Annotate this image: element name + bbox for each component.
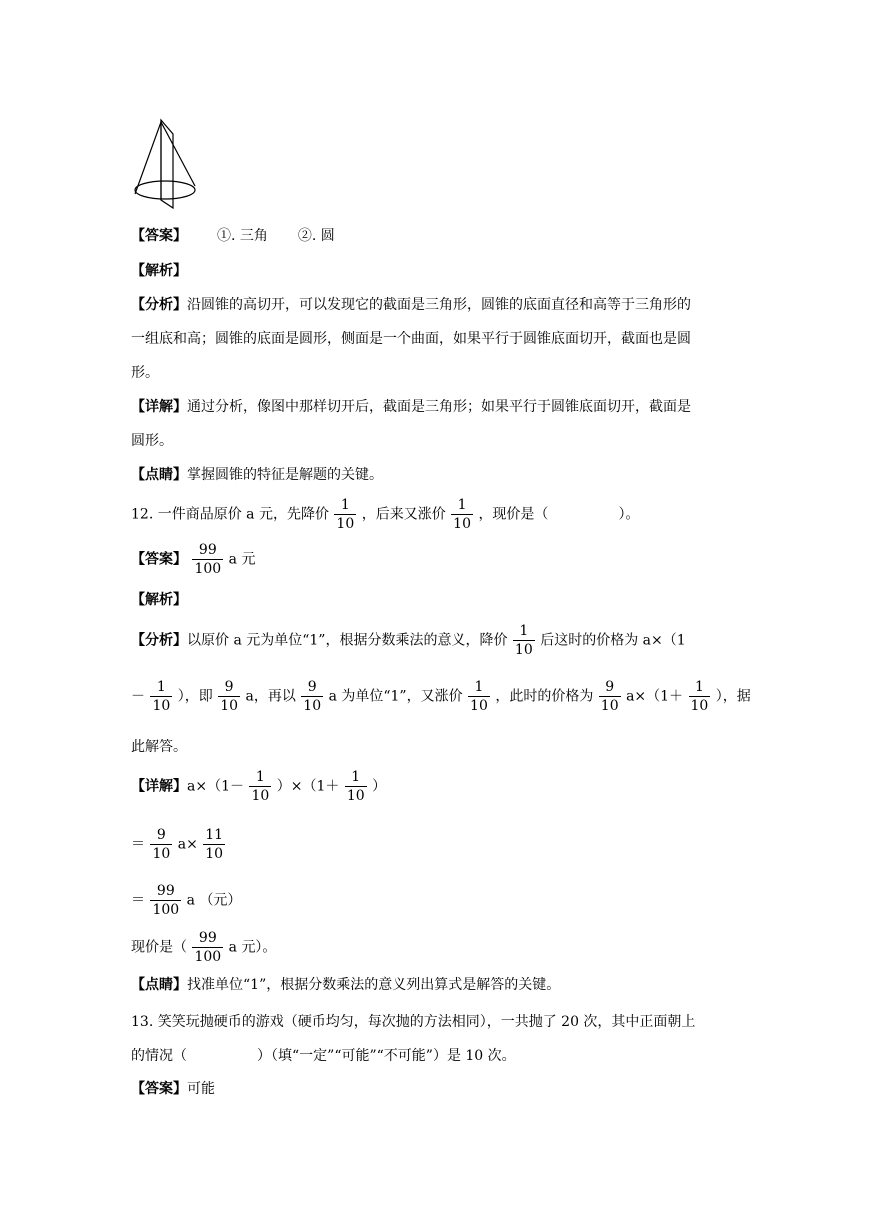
q11-dianjing: 【点睛】掌握圆锥的特征是解题的关键。 xyxy=(131,467,383,483)
q12-final: 现价是（ $\frac{99}{100}$ a 元）。 xyxy=(131,930,277,965)
answer-1: ①. 三角 xyxy=(217,228,268,244)
fraction: $\frac{1}{10}$ xyxy=(470,679,488,714)
xiangjie-tag: 【详解】 xyxy=(131,399,187,415)
fraction: $\frac{9}{10}$ xyxy=(303,679,322,714)
fraction: $\frac{1}{10}$ xyxy=(346,769,365,804)
fenxi-tag: 【分析】 xyxy=(131,632,187,649)
q11-fenxi-line3: 形。 xyxy=(131,365,159,381)
q12-answer: 【答案】 $\frac{99}{100}$ a 元 xyxy=(131,542,256,577)
q12-dianjing: 【点睛】找准单位“1”，根据分数乘法的意义列出算式是解答的关键。 xyxy=(131,977,561,993)
fraction: $\frac{99}{100}$ xyxy=(194,930,222,965)
fraction: $\frac{9}{10}$ xyxy=(600,679,619,714)
fraction: $\frac{99}{100}$ xyxy=(152,883,180,918)
dianjing-tag: 【点睛】 xyxy=(131,467,187,483)
fraction: $\frac{1}{10}$ xyxy=(251,769,270,804)
fraction: $\frac{11}{10}$ xyxy=(205,827,224,862)
fraction: $\frac{1}{10}$ xyxy=(514,623,533,658)
q11-answer-line xyxy=(131,226,335,246)
fraction: $\frac{1}{10}$ xyxy=(690,679,709,714)
answer-tag: 【答案】 xyxy=(131,1081,187,1097)
q12-xiangjie-line1: 【详解】a×（1－ $\frac{1}{10}$ ）×（1＋ $\frac{1}{10}$ ） xyxy=(131,769,387,804)
fraction: $\frac{1}{10}$ xyxy=(453,497,471,532)
dianjing-tag: 【点睛】 xyxy=(131,977,187,993)
q13-question-line2: 的情况（ ）（填“一定”“可能”“不可能”）是 10 次。 xyxy=(131,1048,516,1064)
q13-question-line1: 13. 笑笑玩抛硬币的游戏（硬币均匀，每次抛的方法相同），一共抛了 20 次，其中正面朝上 xyxy=(131,1014,696,1030)
q12-xiangjie-line2: ＝ $\frac{9}{10}$ a× $\frac{11}{10}$ xyxy=(131,827,224,862)
answer-tag: 【答案】 xyxy=(131,228,187,244)
fraction: $\frac{1}{10}$ xyxy=(152,679,171,714)
answer-2: ②. 圆 xyxy=(297,228,335,244)
q12-fenxi-line3: 此解答。 xyxy=(131,739,187,755)
q12-jiexi-tag: 【解析】 xyxy=(131,592,187,608)
q11-fenxi-line1: 【分析】沿圆锥的高切开，可以发现它的截面是三角形，圆锥的底面直径和高等于三角形的 xyxy=(131,297,691,313)
q12-fenxi-line1: 【分析】以原价 a 元为单位“1”，根据分数乘法的意义，降价 $\frac{1}{10}$ 后这时的价格为 a×（1 xyxy=(131,623,686,658)
cone-base xyxy=(135,181,195,199)
q11-xiangjie-line1: 【详解】通过分析，像图中那样切开后，截面是三角形；如果平行于圆锥底面切开，截面是 xyxy=(131,399,691,415)
q12-xiangjie-line3: ＝ $\frac{99}{100}$ a （元） xyxy=(131,883,242,918)
fenxi-tag: 【分析】 xyxy=(131,297,187,313)
q13-answer: 【答案】可能 xyxy=(131,1081,215,1097)
q12-question: 12. 一件商品原价 a 元，先降价 $\frac{1}{10}$ ，后来又涨价 $\frac{1}{10}$ ，现价是（ ）。 xyxy=(131,497,640,532)
answer-tag: 【答案】 xyxy=(131,551,187,568)
q11-fenxi-line2: 一组底和高；圆锥的底面是圆形，侧面是一个曲面，如果平行于圆锥底面切开，截面也是圆 xyxy=(131,331,691,347)
fraction: $\frac{9}{10}$ xyxy=(152,827,171,862)
q11-xiangjie-line2: 圆形。 xyxy=(131,433,173,449)
fraction: $\frac{9}{10}$ xyxy=(220,679,239,714)
fraction: $\frac{99}{100}$ xyxy=(194,542,222,577)
xiangjie-tag: 【详解】 xyxy=(131,778,187,795)
q11-jiexi-tag: 【解析】 xyxy=(131,263,187,279)
fraction: $\frac{1}{10}$ xyxy=(336,497,355,532)
q12-fenxi-line2: － $\frac{1}{10}$ ），即 $\frac{9}{10}$ a，再以 $\frac{9}{10}$ a 为单位“1”，又涨价 $\frac{1}{10}$ ，此时的价格为 $\frac{9}{10}$ a×（1＋ $\frac{1}{10}$ ），据 xyxy=(131,679,751,714)
cone-cut-figure xyxy=(131,116,201,212)
